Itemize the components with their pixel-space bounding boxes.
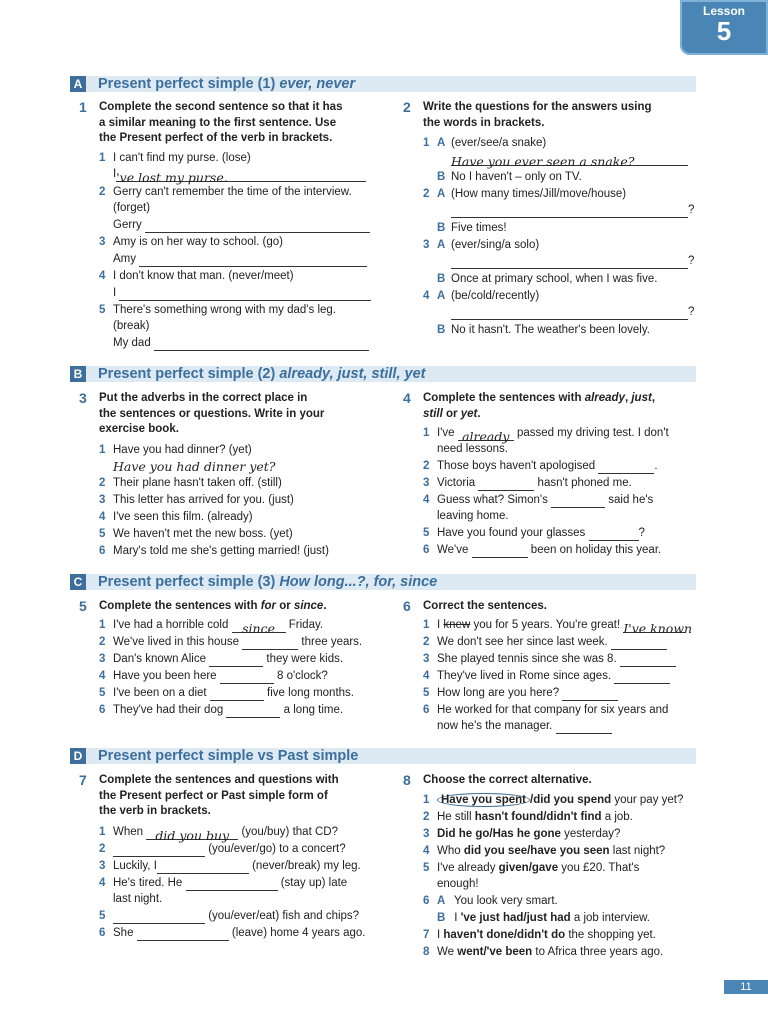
instr-line: the Present perfect of the verb in brackets. <box>99 132 333 144</box>
list-item: 1 I've already passed my driving test. I don't <box>423 427 669 444</box>
item-text: He's tired. He <box>113 877 183 889</box>
item-text: Who <box>437 845 464 857</box>
item-text: Amy <box>113 253 136 265</box>
item-text: said he's <box>608 494 654 506</box>
answer-blank[interactable] <box>186 879 278 891</box>
item-text: I <box>113 168 117 180</box>
speaker-label: A <box>437 290 446 302</box>
item-text: Once at primary school, when I was five. <box>451 273 658 285</box>
choice-text[interactable]: /did you spend <box>530 794 612 806</box>
lesson-tab <box>680 0 768 55</box>
speaker-label: A <box>437 239 446 251</box>
answer-blank[interactable] <box>620 655 676 667</box>
answer-blank[interactable] <box>113 845 205 857</box>
instr-em: since <box>293 600 324 612</box>
answer-blank[interactable] <box>113 912 205 924</box>
list-item: 2 We don't see her since last week. <box>423 635 667 650</box>
lesson-number: 5 <box>716 16 732 46</box>
item-text: Friday. <box>288 619 324 631</box>
choice-text[interactable]: given/gave <box>498 862 559 874</box>
instr-text: or <box>276 600 294 612</box>
choice-text[interactable]: 've just had/just had <box>460 912 571 924</box>
instr-em: just <box>631 392 652 404</box>
answer-blank[interactable] <box>589 529 639 541</box>
item-text: This letter has arrived for you. (just) <box>113 494 294 506</box>
handwritten-answer: I've known <box>623 621 693 636</box>
choice-text[interactable]: did you see/have you seen <box>463 845 610 857</box>
answer-line <box>451 305 694 320</box>
instr-line: the Present perfect or Past simple form of <box>99 789 328 802</box>
instr-line: a similar meaning to the first sentence. Use <box>99 116 337 129</box>
item-text: No it hasn't. The weather's been lovely. <box>451 324 650 336</box>
answer-blank[interactable] <box>137 929 229 941</box>
item-text: He worked for that company for six years and <box>437 704 669 716</box>
item-text: I've <box>437 427 455 439</box>
speaker-label: A <box>437 895 446 907</box>
item-text: I've been on a diet <box>113 687 207 699</box>
list-item: 3 Did he go/Has he gone yesterday? <box>423 828 621 840</box>
choice-text[interactable]: went/'ve been <box>457 946 533 958</box>
answer-blank[interactable] <box>451 154 688 169</box>
list-item: 5 I've been on a diet five long months. <box>99 687 354 699</box>
list-item-cont <box>437 911 650 926</box>
circled-choice[interactable]: Have you spent <box>437 793 530 807</box>
item-text: I don't know that man. (never/meet) <box>113 270 294 282</box>
item-text: last night. <box>113 893 163 905</box>
handwritten-answer: Have you ever seen a snake? <box>451 154 635 169</box>
list-item: 4 They've lived in Rome since ages. <box>423 669 670 684</box>
item-text: they were kids. <box>266 653 344 665</box>
section-c-header <box>70 574 696 590</box>
answer-blank[interactable] <box>119 289 371 301</box>
list-item: 4 I don't know that man. (never/meet) <box>99 270 294 282</box>
answer-blank[interactable] <box>116 170 366 185</box>
question-mark: ? <box>688 255 695 267</box>
item-text: Guess what? Simon's <box>437 494 548 506</box>
exercise-instructions: Complete the sentences with already, just, still or yet. <box>423 392 656 420</box>
item-text: Have you had dinner? (yet) <box>113 444 252 456</box>
item-text: (you/ever/go) to a concert? <box>208 843 346 855</box>
exercise-number: 3 <box>79 390 87 406</box>
instr-em: yet <box>460 407 478 420</box>
list-item-cont <box>437 719 612 734</box>
exercise-instructions: Complete the sentences with for or since. <box>99 600 327 612</box>
item-text: the shopping yet. <box>565 929 656 941</box>
instr-em: for <box>260 600 277 612</box>
instr-text: Complete the sentences with <box>423 392 585 404</box>
item-text: a job. <box>601 811 633 823</box>
instr-text: Complete the sentences with <box>99 600 261 612</box>
list-item: 1 I've had a horrible cold since Friday. <box>99 619 324 636</box>
item-text: (How many times/Jill/move/house) <box>451 188 627 200</box>
item-text: We <box>437 946 458 958</box>
answer-line <box>113 167 366 185</box>
list-item: 8 We went/'ve been to Africa three years ago. <box>423 946 664 958</box>
list-item: 2 We've lived in this house three years. <box>99 636 363 648</box>
item-text: Have you been here <box>113 670 217 682</box>
choice-text[interactable]: haven't done/didn't do <box>443 929 566 941</box>
item-text: (forget) <box>113 202 151 214</box>
handwritten-answer: 've lost my purse. <box>116 170 228 185</box>
item-text: (ever/sing/a solo) <box>451 239 540 251</box>
item-text: Dan's known Alice <box>113 653 206 665</box>
item-text: I <box>437 929 444 941</box>
answer-blank[interactable] <box>611 638 667 650</box>
item-text: Their plane hasn't taken off. (still) <box>113 477 282 489</box>
item-text: Those boys haven't apologised <box>437 460 596 472</box>
instr-line: Write the questions for the answers using <box>423 101 652 113</box>
answer-line <box>113 336 369 351</box>
list-item: 1 A (ever/see/a snake) <box>423 137 547 149</box>
list-item: 3 Victoria hasn't phoned me. <box>423 477 632 489</box>
answer-blank[interactable] <box>623 621 693 636</box>
instr-line: Put the adverbs in the correct place in <box>99 392 308 404</box>
exercise-instructions <box>99 773 339 820</box>
list-item <box>437 272 657 287</box>
list-item: 6 Mary's told me she's getting married! (just) <box>99 545 329 557</box>
list-item: 2 (you/ever/go) to a concert? <box>99 843 346 855</box>
item-text: Victoria <box>437 477 476 489</box>
answer-blank[interactable] <box>146 828 238 843</box>
list-item: 3 This letter has arrived for you. (just) <box>99 494 294 506</box>
section-a-header <box>70 76 696 92</box>
list-item: 5 (you/ever/eat) fish and chips? <box>99 910 360 922</box>
speaker-label: B <box>437 273 446 285</box>
item-text: (break) <box>113 320 150 332</box>
answer-line <box>451 254 694 269</box>
list-item: 1 When did you buy (you/buy) that CD? <box>99 826 338 843</box>
answer-blank[interactable] <box>242 638 298 650</box>
list-item: 6 They've had their dog a long time. <box>99 704 344 716</box>
item-text: She played tennis since she was 8. <box>437 653 617 665</box>
instr-line: Complete the second sentence so that it has <box>99 101 343 113</box>
answer-line <box>451 203 694 218</box>
item-text: (stay up) late <box>280 877 348 889</box>
answer-blank[interactable] <box>139 255 367 267</box>
item-text: a long time. <box>283 704 344 716</box>
item-text: You look very smart. <box>451 895 558 907</box>
answer-blank[interactable] <box>598 462 654 474</box>
item-text: When <box>113 826 144 838</box>
list-item: 4 Have you been here 8 o'clock? <box>99 670 328 682</box>
speaker-label: B <box>437 171 446 183</box>
list-item: 2 Gerry can't remember the time of the interview. <box>99 186 352 198</box>
answer-blank[interactable] <box>220 672 274 684</box>
exercise-instructions: Choose the correct alternative. <box>423 774 592 786</box>
list-item: 3 Dan's known Alice they were kids. <box>99 653 344 665</box>
page-number: 11 <box>724 980 768 994</box>
exercise-instructions <box>99 391 324 438</box>
section-letter: C <box>70 574 86 590</box>
item-text: Luckily, I <box>113 860 157 872</box>
item-text: I've had a horrible cold <box>113 619 229 631</box>
item-text: a job interview. <box>570 912 650 924</box>
answer-blank[interactable] <box>145 221 370 233</box>
list-item: 6 He worked for that company for six years and <box>423 704 669 716</box>
exercise-instructions <box>99 100 342 147</box>
item-text: last night? <box>609 845 666 857</box>
item-text: Five times! <box>451 222 507 234</box>
section-letter: A <box>70 76 86 92</box>
item-text: yesterday? <box>560 828 621 840</box>
section-title-em: already, just, still, yet <box>279 366 426 382</box>
answer-blank[interactable] <box>551 496 605 508</box>
section-letter: D <box>70 748 86 764</box>
answer-line <box>113 286 371 301</box>
answer-line <box>113 252 367 267</box>
section-title: Present perfect simple (1) <box>98 76 280 92</box>
answer-blank[interactable] <box>556 722 612 734</box>
exercise-number: 8 <box>403 772 411 788</box>
item-text: Amy is on her way to school. (go) <box>113 236 284 248</box>
item-text: (you/ever/eat) fish and chips? <box>208 910 360 922</box>
list-item: 4 He's tired. He (stay up) late <box>99 877 348 889</box>
list-item <box>437 170 582 185</box>
handwritten-answer: already <box>462 429 510 444</box>
exercise-instructions: Correct the sentences. <box>423 600 547 612</box>
exercise-number: 1 <box>79 99 87 115</box>
question-mark: ? <box>638 527 645 539</box>
list-item: 2 A (How many times/Jill/move/house) <box>423 188 627 200</box>
list-item: 6 A You look very smart. <box>423 895 558 907</box>
list-item: 3 She played tennis since she was 8. <box>423 652 676 667</box>
item-text: to Africa three years ago. <box>532 946 664 958</box>
item-text: been on holiday this year. <box>530 544 662 556</box>
exercise-number: 7 <box>79 772 87 788</box>
instr-line: the verb in brackets. <box>99 805 211 817</box>
choice-text[interactable]: Did he go/Has he gone <box>437 828 561 840</box>
instr-em: already <box>584 392 625 404</box>
answer-blank[interactable] <box>451 206 688 218</box>
item-text: (you/buy) that CD? <box>241 826 338 838</box>
item-text: 8 o'clock? <box>276 670 328 682</box>
item-text: Have you found your glasses <box>437 527 586 539</box>
answer-blank[interactable] <box>614 672 670 684</box>
exercise-number: 4 <box>403 390 411 406</box>
handwritten-answer: since <box>242 621 275 636</box>
list-item: 5 Have you found your glasses ? <box>423 527 645 539</box>
exercise-instructions <box>423 100 652 131</box>
item-text: We don't see her since last week. <box>437 636 608 648</box>
list-item: 5 We haven't met the new boss. (yet) <box>99 528 293 540</box>
item-text: How long are you here? <box>437 687 560 699</box>
list-item: 1 I knew you for 5 years. You're great! I've known <box>423 619 693 636</box>
list-item: 4 A (be/cold/recently) <box>423 290 540 302</box>
answer-blank[interactable] <box>154 339 369 351</box>
item-text: Gerry <box>113 219 142 231</box>
instr-line: exercise book. <box>99 423 179 435</box>
item-text: There's something wrong with my dad's leg. <box>113 304 336 316</box>
handwritten-answer: Have you had dinner yet? <box>113 459 276 474</box>
section-title-em: ever, never <box>279 76 356 92</box>
speaker-label: A <box>437 188 446 200</box>
item-text: I've seen this film. (already) <box>113 511 253 523</box>
answer-blank[interactable] <box>451 257 688 269</box>
answer-blank[interactable] <box>472 546 528 558</box>
section-title: Present perfect simple (3) <box>98 574 280 590</box>
list-item: 2 He still hasn't found/didn't find a job. <box>423 811 633 823</box>
item-text: leaving home. <box>437 510 509 522</box>
item-text: Gerry can't remember the time of the interview. <box>113 186 352 198</box>
item-text: your pay yet? <box>611 794 684 806</box>
struck-word: knew <box>443 619 471 631</box>
exercise-number: 2 <box>403 99 411 115</box>
speaker-label: A <box>437 137 446 149</box>
item-text: He still <box>437 811 475 823</box>
list-item: 7 I haven't done/didn't do the shopping yet. <box>423 929 656 941</box>
instr-line: the sentences or questions. Write in your <box>99 407 325 420</box>
answer-blank[interactable] <box>451 308 688 320</box>
item-text: (never/break) my leg. <box>252 860 361 872</box>
section-b-header <box>70 366 696 382</box>
list-item: 2 Their plane hasn't taken off. (still) <box>99 477 282 489</box>
list-item: 6 She (leave) home 4 years ago. <box>99 927 366 939</box>
list-item: 2 Those boys haven't apologised . <box>423 460 658 472</box>
list-item: 1 Have you spent /did you spend your pay yet? <box>423 794 684 806</box>
list-item <box>437 323 650 338</box>
answer-blank[interactable] <box>562 689 618 701</box>
instr-line: Complete the sentences and questions with <box>99 774 339 786</box>
list-item: 1 Have you had dinner? (yet) <box>99 444 252 456</box>
exercise-number: 6 <box>403 598 411 614</box>
item-text: I've already <box>437 862 499 874</box>
section-title: Present perfect simple (2) <box>98 366 280 382</box>
section-title-em: How long...?, for, since <box>279 574 438 590</box>
item-text: No I haven't – only on TV. <box>451 171 582 183</box>
answer-blank[interactable] <box>232 621 286 636</box>
item-text: passed my driving test. I don't <box>516 427 669 439</box>
item-text: enough! <box>437 878 479 890</box>
item-text: (leave) home 4 years ago. <box>231 927 366 939</box>
answer-blank[interactable] <box>478 479 534 491</box>
list-item: 5 I've already given/gave you £20. That's <box>423 862 640 874</box>
item-text: hasn't phoned me. <box>537 477 632 489</box>
question-mark: ? <box>688 306 695 318</box>
item-text: need lessons. <box>437 443 508 455</box>
item-text: Mary's told me she's getting married! (just) <box>113 545 329 557</box>
item-text: I <box>437 619 441 631</box>
item-text: We've lived in this house <box>113 636 239 648</box>
section-title: Present perfect simple vs Past simple <box>98 748 359 764</box>
lesson-label: Lesson <box>702 4 745 18</box>
item-text: you £20. That's <box>558 862 640 874</box>
item-text: They've lived in Rome since ages. <box>437 670 612 682</box>
list-item: 4 Guess what? Simon's said he's <box>423 494 654 506</box>
item-text: I <box>451 912 461 924</box>
speaker-label: B <box>437 912 446 924</box>
answer-blank[interactable] <box>157 862 249 874</box>
item-text: three years. <box>301 636 363 648</box>
answer-line <box>113 218 370 233</box>
item-text: They've had their dog <box>113 704 224 716</box>
item-text: We haven't met the new boss. (yet) <box>113 528 293 540</box>
answer-line <box>451 151 688 169</box>
section-d-header <box>70 748 696 764</box>
list-item <box>437 221 507 236</box>
list-item: 1 I can't find my purse. (lose) <box>99 152 251 164</box>
list-item: 3 Amy is on her way to school. (go) <box>99 236 284 248</box>
answer-blank[interactable] <box>458 429 514 444</box>
item-text: (ever/see/a snake) <box>451 137 547 149</box>
answer-blank[interactable] <box>210 689 264 701</box>
answer-blank[interactable] <box>226 706 280 718</box>
instr-em: still <box>423 407 443 420</box>
list-item: 5 There's something wrong with my dad's leg. <box>99 304 336 316</box>
section-letter: B <box>70 366 86 382</box>
speaker-label: B <box>437 222 446 234</box>
handwritten-answer: did you buy <box>155 828 230 843</box>
exercise-number: 5 <box>79 598 87 614</box>
answer-blank[interactable] <box>209 655 263 667</box>
item-text: five long months. <box>267 687 354 699</box>
instr-text: or <box>442 407 461 420</box>
question-mark: ? <box>688 204 695 216</box>
instr-line: the words in brackets. <box>423 116 545 129</box>
list-item: 4 Who did you see/have you seen last night? <box>423 845 666 857</box>
item-text: now he's the manager. <box>437 720 553 732</box>
list-item: 6 We've been on holiday this year. <box>423 544 662 556</box>
item-text: I <box>113 287 117 299</box>
speaker-label: B <box>437 324 446 336</box>
item-text: (be/cold/recently) <box>451 290 540 302</box>
item-text: you for 5 years. You're great! <box>473 619 621 631</box>
choice-text[interactable]: hasn't found/didn't find <box>474 811 602 823</box>
list-item: 3 Luckily, I (never/break) my leg. <box>99 860 361 872</box>
list-item: 5 How long are you here? <box>423 686 618 701</box>
item-text: My dad <box>113 337 151 349</box>
item-text: She <box>113 927 134 939</box>
list-item: 3 A (ever/sing/a solo) <box>423 239 540 251</box>
list-item: 4 I've seen this film. (already) <box>99 511 253 523</box>
item-text: We've <box>437 544 469 556</box>
item-text: I can't find my purse. (lose) <box>113 152 251 164</box>
